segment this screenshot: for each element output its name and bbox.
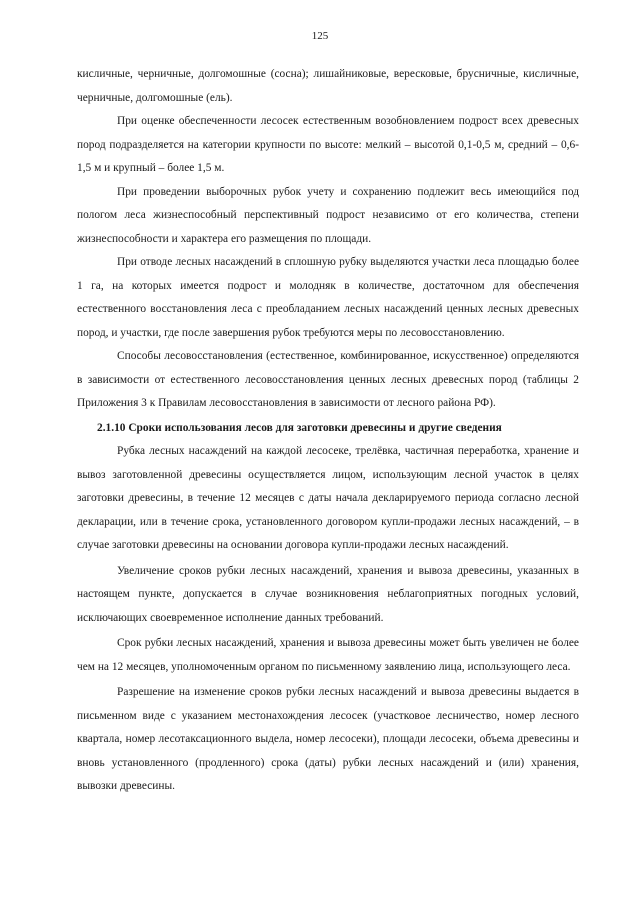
section-heading: 2.1.10 Сроки использования лесов для заготовки древесины и другие сведения [97,421,502,434]
paragraph-extension-limit: Срок рубки лесных насаждений, хранения и вывоза древесины может быть увеличен не более чем на 12 месяцев, уполномоченным органом по письменному заявлению лица, использующего леса. [77,637,579,673]
paragraph-permission: Разрешение на изменение сроков рубки лесных насаждений и вывоза древесины выдается в письменном виде с указанием местонахождения лесосек (участковое лесничество, номер лесного квартала, номер лесотаксационного выдела, номер лесосеки), площади лесосеки, объема древесины и вновь установленного (продленного) срока (даты) рубки лесных насаждений и (или) хранения, вывозки древесины. [77,686,579,792]
paragraph-reforestation-methods: Способы лесовосстановления (естественное, комбинированное, искусственное) определяются в зависимости от естественного лесовосстановления ценных лесных древесных пород (таблицы 2 Приложения 3 к Правилам лесовосстановления в зависимости от лесного района РФ). [77,350,579,409]
paragraph-selective-cutting: При проведении выборочных рубок учету и сохранению подлежит весь имеющийся под пологом леса жизнеспособный перспективный подрост независимо от его количества, степени жизнеспособности и характера его размещения по площади. [77,185,579,245]
paragraph-cutting-terms: Рубка лесных насаждений на каждой лесосеке, трелёвка, частичная переработка, хранение и вывоз заготовленной древесины осуществляется лицом, использующим лесной участок в целях заготовки древесины, в течение 12 месяцев с даты начала декларируемого периода согласно лесной декларации, или в течение срока, установленного договором купли-продажи лесных насаждений, – в случае заготовки древесины на основании договора купли-продажи лесных насаждений. [77,445,579,551]
page-number: 125 [311,30,329,42]
paragraph-term-extension: Увеличение сроков рубки лесных насаждений, хранения и вывоза древесины, указанных в настоящем пункте, допускается в случае возникновения неблагоприятных погодных условий, исключающих своевременное исполнение данных требований. [77,564,579,624]
paragraph-undergrowth-categories: При оценке обеспеченности лесосек естественным возобновлением подрост всех древесных пород подразделяется на категории крупности по высоте: мелкий – высотой 0,1-0,5 м, средний – 0,6-1,5 м и крупный – более 1,5 м. [77,115,579,174]
paragraph-species-continuation: кисличные, черничные, долгомошные (сосна); лишайниковые, вересковые, брусничные, кисличные, черничные, долгомошные (ель). [77,68,579,104]
paragraph-clear-cutting: При отводе лесных насаждений в сплошную рубку выделяются участки леса площадью более 1 га, на которых имеется подрост и молодняк в количестве, достаточном для обеспечения естественного восстановления леса с преобладанием лесных насаждений ценных лесных древесных пород, и участки, где после завершения рубок требуются меры по лесовосстановлению. [77,256,579,339]
document-body [77,63,579,799]
